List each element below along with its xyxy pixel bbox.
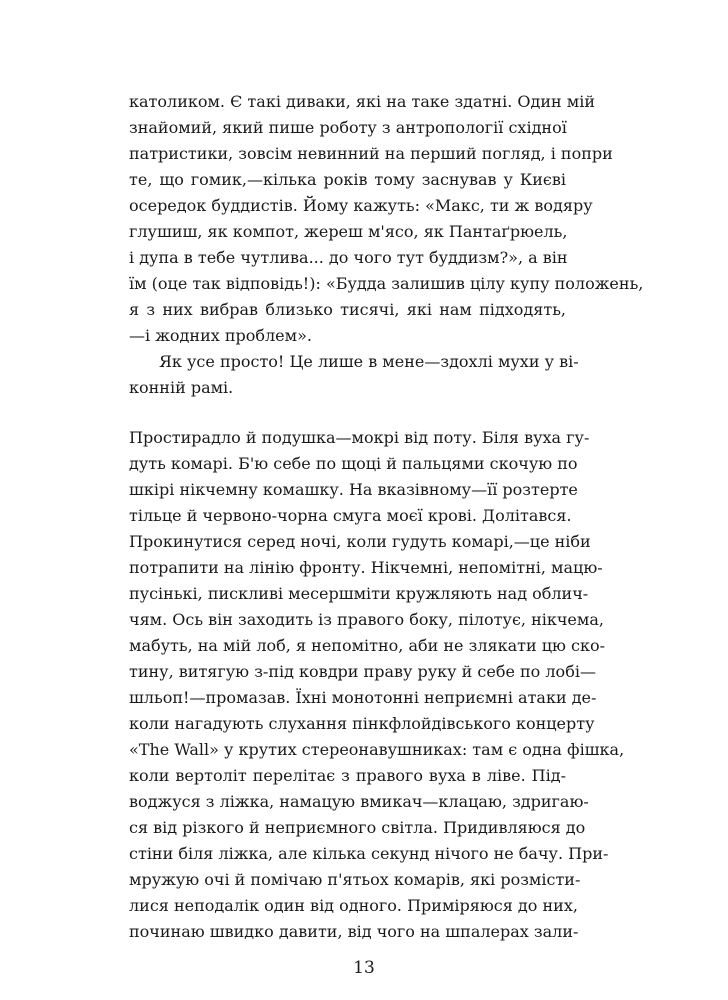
text-line: мружую очі й помічаю п'ятьох комарів, які розмісти-: [129, 870, 581, 889]
page-number: 13: [353, 958, 375, 978]
text-line: глушиш, як компот, жереш м'ясо, як Пантаґрюель,: [129, 222, 568, 241]
text-line: воджуся з ліжка, намацую вмикач—клацаю, здригаю-: [129, 792, 589, 811]
text-line: і дупа в тебе чутлива... до чого тут буддизм?», а він: [129, 248, 568, 267]
text-line: я з них вибрав близько тисячі, які нам підходять,: [129, 300, 566, 319]
text-line: те, що гомик,—кілька років тому заснував у Києві: [129, 170, 566, 189]
text-line: шльоп!—промазав. Їхні монотонні неприємні атаки де-: [129, 688, 597, 707]
text-line: їм (оце так відповідь!): «Будда залишив цілу купу положень,: [129, 274, 644, 293]
text-line: тину, витягую з-під ковдри праву руку й себе по лобі—: [129, 662, 596, 681]
text-line: коли вертоліт перелітає з правого вуха в ліве. Під-: [129, 766, 566, 785]
text-line: патристики, зовсім невинний на перший погляд, і попри: [129, 144, 613, 163]
text-line: лися неподалік один від одного. Приміряюся до них,: [129, 896, 578, 915]
text-line: чям. Ось він заходить із правого боку, пілотує, нікчема,: [129, 610, 604, 629]
text-line: пусінькі, пискливі месершміти кружляють над облич-: [129, 584, 589, 603]
text-line: конній рамі.: [129, 378, 234, 397]
text-line: потрапити на лінію фронту. Нікчемні, непомітні, мацю-: [129, 558, 603, 577]
text-line: стіни біля ліжка, але кілька секунд нічого не бачу. При-: [129, 844, 609, 863]
text-line: Простирадло й подушка—мокрі від поту. Біля вуха гу-: [129, 428, 590, 447]
text-line: «The Wall» у крутих стереонавушниках: там є одна фішка,: [129, 740, 625, 759]
text-line: католиком. Є такі диваки, які на таке здатні. Один мій: [129, 92, 595, 111]
text-line: шкірі нікчемну комашку. На вказівному—її розтерте: [129, 480, 578, 499]
text-line: тільце й червоно-чорна смуга моєї крові. Долітався.: [129, 506, 572, 525]
text-line: коли нагадують слухання пінкфлойдівського концерту: [129, 714, 595, 733]
text-line: Прокинутися серед ночі, коли гудуть комарі,—це ніби: [129, 532, 591, 551]
text-line: дуть комарі. Б'ю себе по щоці й пальцями скочую по: [129, 454, 578, 473]
text-line: знайомий, який пише роботу з антропології східної: [129, 118, 567, 137]
text-line: ся від різкого й неприємного світла. Придивляюся до: [129, 818, 586, 837]
text-line: —і жодних проблем».: [129, 326, 312, 345]
text-line: Як усе просто! Це лише в мене—здохлі мухи у ві-: [159, 352, 579, 371]
text-line: мабуть, на мій лоб, я непомітно, аби не злякати цю ско-: [129, 636, 606, 655]
text-line: починаю швидко давити, від чого на шпалерах зали-: [129, 922, 579, 941]
text-line: осередок буддистів. Йому кажуть: «Макс, ти ж водяру: [129, 196, 593, 215]
